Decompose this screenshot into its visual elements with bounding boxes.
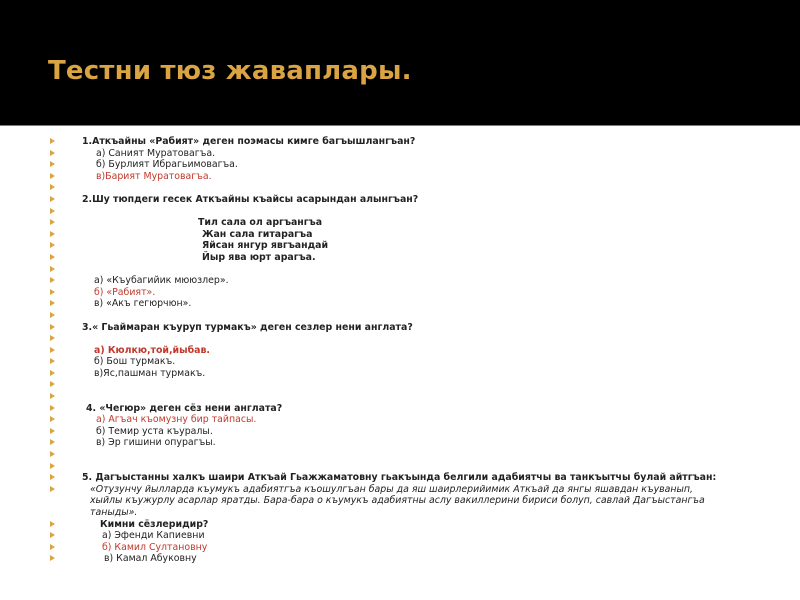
text-line [60,240,780,252]
slide-content [60,136,780,565]
text-line [60,553,780,565]
text-line [60,159,780,171]
line-text: в) «Акъ гегюрчюн». [94,298,192,310]
bullet-arrow-icon [50,266,55,272]
line-text: 1.Аткъайны «Рабият» деген поэмасы кимге багъышлангъан? [82,136,416,147]
correct-answer-text: в)Барият Муратовагъа. [96,170,212,182]
line-text: а) Эфенди Капиевни [102,530,205,542]
empty-bullet-line [60,264,780,276]
text-line [60,472,780,484]
text-line [60,322,780,334]
bullet-arrow-icon [50,347,55,353]
text-line [60,519,780,531]
line-text: Йыр ява юрт арагъа. [202,251,316,263]
bullet-arrow-icon [50,474,55,480]
empty-bullet-line [60,391,780,403]
bullet-arrow-icon [50,463,55,469]
text-line [60,368,780,380]
line-text: б) Темир уста къуралы. [96,425,213,437]
bullet-arrow-icon [50,138,55,144]
line-text: в) Камал Абуковну [104,553,197,565]
text-line [60,484,710,519]
bullet-arrow-icon [50,254,55,260]
bullet-arrow-icon [50,173,55,179]
bullet-arrow-icon [50,324,55,330]
bullet-arrow-icon [50,242,55,248]
bullet-arrow-icon [50,300,55,306]
correct-answer-text: а) Агъач къомузну бир тайпасы. [96,414,257,426]
line-text: «Отузунчу йылларда къумукъ адабиятгъа къошулгъан бары да яш шаирлерийимик Аткъай да янгы яшавдан къуванып, хыйлы къужурлу асарлар яратды. Бара-бара о къумукъ адабиятны аслу вакиллерини бириси болуп, савлай Дагъыстангъа таныды». [90,483,705,518]
bullet-arrow-icon [50,161,55,167]
text-line [60,414,780,426]
bullet-arrow-icon [50,381,55,387]
text-line [60,530,780,542]
bullet-arrow-icon [50,312,55,318]
text-line [60,356,780,368]
line-text: Кимни сёзлеридир? [100,518,209,530]
text-line [60,252,780,264]
empty-bullet-line [60,461,780,473]
header-divider [0,125,800,126]
text-line [60,426,780,438]
bullet-arrow-icon [50,393,55,399]
bullet-arrow-icon [50,370,55,376]
text-line [60,345,780,357]
slide-title: Тестни тюз жаваплары. [48,56,412,86]
line-text: б) Бурлият Ибрагьимовагъа. [96,159,238,171]
line-text: Тил сала ол аргъангъа [198,217,323,229]
line-text: а) «Къубагийик мююзлер». [94,275,229,287]
line-text: б) Бош турмакъ. [94,356,176,368]
text-line [60,437,780,449]
empty-bullet-line [60,182,780,194]
line-text: 5. Дагъыстанны халкъ шаири Аткъай Гьажжаматовну гьакъында белгили адабиятчы ва танкъытчы булай айтгъан: [82,472,717,484]
bullet-arrow-icon [50,521,55,527]
bullet-arrow-icon [50,289,55,295]
line-text: в)Яс,пашман турмакъ. [94,367,206,379]
bullet-arrow-icon [50,219,55,225]
bullet-arrow-icon [50,428,55,434]
bullet-arrow-icon [50,184,55,190]
text-line [60,275,780,287]
line-text: Жан сала гитарагъа [202,228,313,240]
empty-bullet-line [60,449,780,461]
correct-answer-text: а) Кюлкю,той,йыбав. [94,344,210,356]
bullet-arrow-icon [50,451,55,457]
text-line [60,148,780,160]
line-text: 4. «Чегюр» деген сёз нени англата? [86,402,283,414]
text-line [60,194,780,206]
text-line [60,542,780,554]
empty-bullet-line [60,206,780,218]
bullet-arrow-icon [50,532,55,538]
bullet-arrow-icon [50,358,55,364]
slide-header [0,0,800,125]
bullet-arrow-icon [50,335,55,341]
empty-bullet-line [60,310,780,322]
bullet-arrow-icon [50,196,55,202]
bullet-arrow-icon [50,150,55,156]
bullet-arrow-icon [50,405,55,411]
line-text: Яйсан янгур явгъандай [202,240,329,252]
bullet-arrow-icon [50,544,55,550]
line-text: в) Эр гишини опурагъы. [96,437,216,449]
line-text: 3.« Гьаймаран къуруп турмакъ» деген сезлер нени англата? [82,321,413,333]
text-line [60,217,780,229]
correct-answer-text: б) Камил Султановну [102,541,208,553]
text-line [60,403,780,415]
text-line [60,229,780,241]
empty-bullet-line [60,379,780,391]
bullet-arrow-icon [50,277,55,283]
bullet-arrow-icon [50,231,55,237]
text-line [60,298,780,310]
bullet-arrow-icon [50,416,55,422]
line-text: а) Саният Муратовагъа. [96,147,216,159]
bullet-arrow-icon [50,486,55,492]
text-line [60,136,780,148]
empty-bullet-line [60,333,780,345]
bullet-arrow-icon [50,555,55,561]
correct-answer-text: б) «Рабият». [94,286,156,298]
bullet-arrow-icon [50,439,55,445]
line-text: 2.Шу тюпдеги гесек Аткъайны къайсы асарындан алынгъан? [82,193,419,205]
bullet-arrow-icon [50,208,55,214]
text-line [60,171,780,183]
text-line [60,287,780,299]
